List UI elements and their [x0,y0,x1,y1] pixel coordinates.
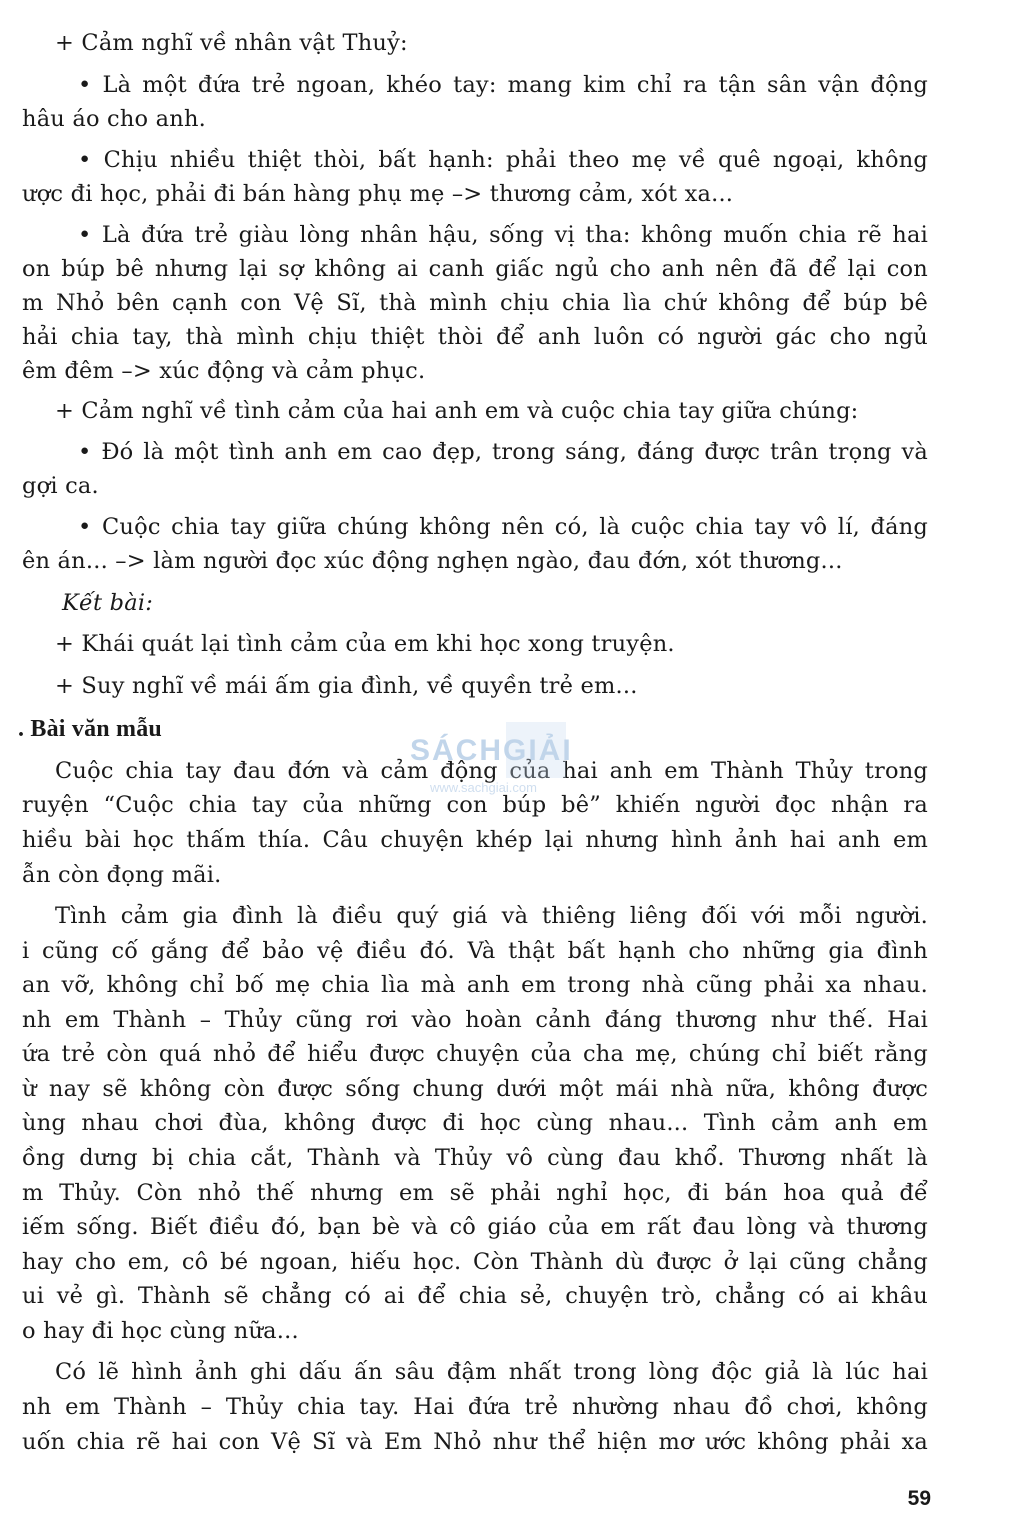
text-line: m Nhỏ bên cạnh con Vệ Sĩ, thà mình chịu chia lìa chứ không để búp bê [22,290,928,316]
text-line: hiều bài học thấm thía. Câu chuyện khép lại nhưng hình ảnh hai anh em [22,827,928,853]
text-line: ồng dưng bị chia cắt, Thành và Thủy vô cùng đau khổ. Thương nhất là [22,1145,928,1171]
text-line: i cũng cố gắng để bảo vệ điều đó. Và thật bất hạnh cho những gia đình [22,938,928,964]
text-line: Cuộc chia tay đau đớn và cảm động của hai anh em Thành Thủy trong [55,758,928,784]
page-number: 59 [907,1487,931,1510]
text-line: • Chịu nhiều thiệt thòi, bất hạnh: phải theo mẹ về quê ngoại, không [78,147,928,173]
text-line: on búp bê nhưng lại sợ không ai canh giấc ngủ cho anh nên đã để lại con [22,256,928,282]
text-line: ừ nay sẽ không còn được sống chung dưới một mái nhà nữa, không được [22,1076,928,1102]
text-line: + Khái quát lại tình cảm của em khi học xong truyện. [55,631,675,657]
text-line: êm đêm –> xúc động và cảm phục. [22,358,426,384]
section-heading: . Bài văn mẫu [18,716,162,742]
text-line: Có lẽ hình ảnh ghi dấu ấn sâu đậm nhất trong lòng độc giả là lúc hai [55,1359,928,1385]
text-line: ui vẻ gì. Thành sẽ chẳng có ai để chia sẻ, chuyện trò, chẳng có ai khâu [22,1283,928,1309]
text-line: hâu áo cho anh. [22,106,206,132]
text-line: hay cho em, cô bé ngoan, hiếu học. Còn Thành dù được ở lại cũng chẳng [22,1249,928,1275]
text-line: gợi ca. [22,473,99,499]
section-label: Kết bài: [62,590,154,616]
text-line: • Là đứa trẻ giàu lòng nhân hậu, sống vị tha: không muốn chia rẽ hai [78,222,928,248]
text-line: m Thủy. Còn nhỏ thế nhưng em sẽ phải nghỉ học, đi bán hoa quả để [22,1180,928,1206]
text-line: o hay đi học cùng nữa... [22,1318,299,1344]
text-line: ược đi học, phải đi bán hàng phụ mẹ –> thương cảm, xót xa... [22,181,734,207]
watermark-text: SÁCHGIẢI [410,734,573,767]
text-line: + Cảm nghĩ về tình cảm của hai anh em và cuộc chia tay giữa chúng: [55,398,859,424]
text-line: iếm sống. Biết điều đó, bạn bè và cô giáo của em rất đau lòng và thương [22,1214,928,1240]
watermark-logo [410,720,630,810]
text-line: uốn chia rẽ hai con Vệ Sĩ và Em Nhỏ như thể hiện mơ ước không phải xa [22,1429,928,1455]
text-line: • Đó là một tình anh em cao đẹp, trong sáng, đáng được trân trọng và [78,439,928,465]
watermark-url: www.sachgiai.com [430,780,537,795]
text-line: ruyện “Cuộc chia tay của những con búp bê” khiến người đọc nhận ra [22,792,928,818]
text-line: • Cuộc chia tay giữa chúng không nên có, là cuộc chia tay vô lí, đáng [78,514,928,540]
text-line: + Suy nghĩ về mái ấm gia đình, về quyền trẻ em... [55,673,638,699]
text-line: an vỡ, không chỉ bố mẹ chia lìa mà anh em trong nhà cũng phải xa nhau. [22,972,928,998]
text-line: nh em Thành – Thủy chia tay. Hai đứa trẻ nhường nhau đồ chơi, không [22,1394,928,1420]
text-line: • Là một đứa trẻ ngoan, khéo tay: mang kim chỉ ra tận sân vận động [78,72,928,98]
text-line: ẫn còn đọng mãi. [22,862,222,888]
text-line: hải chia tay, thà mình chịu thiệt thòi để anh luôn có người gác cho ngủ [22,324,928,350]
text-line: ên án... –> làm người đọc xúc động nghẹn ngào, đau đớn, xót thương... [22,548,843,574]
text-line: nh em Thành – Thủy cũng rơi vào hoàn cảnh đáng thương như thế. Hai [22,1007,928,1033]
text-line: ùng nhau chơi đùa, không được đi học cùng nhau... Tình cảm anh em [22,1110,928,1136]
text-line: Tình cảm gia đình là điều quý giá và thiêng liêng đối với mỗi người. [55,903,928,929]
text-line: ứa trẻ còn quá nhỏ để hiểu được chuyện của cha mẹ, chúng chỉ biết rằng [22,1041,928,1067]
text-line: + Cảm nghĩ về nhân vật Thuỷ: [55,30,408,56]
